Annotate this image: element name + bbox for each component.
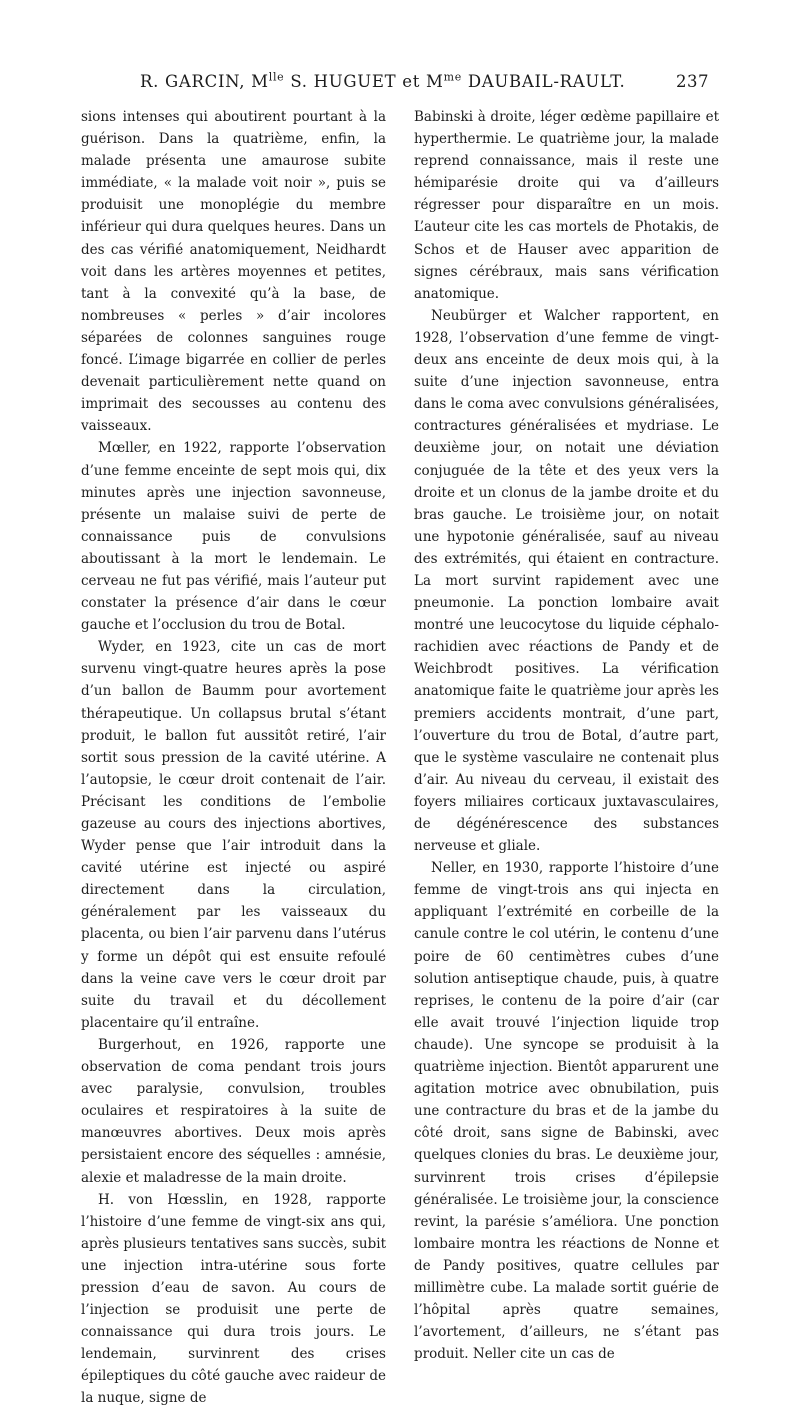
- left-paragraph-5: H. von Hœsslin, en 1928, rapporte l’histoire d’une femme de vingt-six ans qui, après plusieurs tentatives sans succès, subit une injection intra-utérine sous forte pression d’eau de savon. Au cours de l’injection se produisit une perte de connaissance qui dura trois jours. Le lendemain, survinrent des crises épileptiques du côté gauche avec raideur de la nuque, signe de: [81, 1191, 386, 1407]
- title-sup1: lle: [268, 70, 285, 84]
- right-paragraph-1: Babinski à droite, léger œdème papillaire et hyperthermie. Le quatrième jour, la malade reprend connaissance, mais il reste une hémiparésie droite qui va d’ailleurs régresser pour disparaître en un mois. L’auteur cite les cas mortels de Photakis, de Schos et de Hauser avec apparition de signes cérébraux, mais sans vérification anatomique.: [414, 109, 719, 302]
- right-paragraph-3: Neller, en 1930, rapporte l’histoire d’une femme de vingt-trois ans qui injecta en appliquant l’extrémité en corbeille de la canule contre le col utérin, le contenu d’une poire de 60 centimètres cubes d’une solution antiseptique chaude, puis, à quatre reprises, le contenu de la poire d’air (car elle avait trouvé l’injection liquide trop chaude). Une syncope se produisit à la quatrième injection. Bientôt apparurent une agitation motrice avec obnubilation, puis une contracture du bras et de la jambe du côté droit, sans signe de Babinski, avec quelques clonies du bras. Le deuxième jour, survinrent trois crises d’épilepsie généralisée. Le troisième jour, la conscience revint, la parésie s’améliora. Une ponction lombaire montra les réactions de Nonne et de Pandy positives, quatre cellules par millimètre cube. La malade sortit guérie de l’hôpital après quatre semaines, l’avortement, d’ailleurs, ne s’étant pas produit. Neller cite un cas de: [414, 860, 719, 1363]
- title-part2: S. HUGUET et M: [284, 72, 444, 91]
- title-part3: DAUBAIL-RAULT.: [461, 72, 626, 91]
- running-header: [0, 72, 800, 98]
- page-number: 237: [676, 72, 709, 91]
- left-paragraph-1: sions intenses qui aboutirent pourtant à la guérison. Dans la quatrième, enfin, la malade présenta une amaurose subite immédiate, « la malade voit noir », puis se produisit une monoplégie du membre inférieur qui dura quelques heures. Dans un des cas vérifié anatomiquement, Neidhardt voit dans les artères moyennes et petites, tant à la convexité qu’à la base, de nombreuses « perles » d’air incolores séparées de colonnes sanguines rouge foncé. L’image bigarrée en collier de perles devenait particulièrement nette quand on imprimait des secousses au contenu des vaisseaux.: [81, 109, 386, 435]
- left-paragraph-3: Wyder, en 1923, cite un cas de mort survenu vingt-quatre heures après la pose d’un ballon de Baumm pour avortement thérapeutique. Un collapsus brutal s’étant produit, le ballon fut aussitôt retiré, l’air sortit sous pression de la cavité utérine. A l’autopsie, le cœur droit contenait de l’air. Précisant les conditions de l’embolie gazeuse au cours des injections abortives, Wyder pense que l’air introduit dans la cavité utérine est injecté ou aspiré directement dans la circulation, généralement par les vaisseaux du placenta, ou bien l’air parvenu dans l’utérus y forme un dépôt qui est ensuite refoulé dans la veine cave vers le cœur droit par suite du travail et du décollement placentaire qu’il entraîne.: [81, 639, 386, 1031]
- running-title: [140, 72, 626, 91]
- right-column: [414, 106, 719, 1365]
- left-paragraph-4: Burgerhout, en 1926, rapporte une observation de coma pendant trois jours avec paralysie, convulsion, troubles oculaires et respiratoires à la suite de manœuvres abortives. Deux mois après persistaient encore des séquelles : amnésie, alexie et maladresse de la main droite.: [81, 1036, 386, 1186]
- left-paragraph-2: Mœller, en 1922, rapporte l’observation d’une femme enceinte de sept mois qui, dix minutes après une injection savonneuse, présente un malaise suivi de perte de connaissance puis de convulsions aboutissant à la mort le lendemain. Le cerveau ne fut pas vérifié, mais l’auteur put constater la présence d’air dans le cœur gauche et l’occlusion du trou de Botal.: [81, 440, 386, 634]
- left-column: [81, 106, 386, 1410]
- right-paragraph-2: Neubürger et Walcher rapportent, en 1928, l’observation d’une femme de vingt-deux ans enceinte de deux mois qui, à la suite d’une injection savonneuse, entra dans le coma avec convulsions généralisées, contractures généralisées et mydriase. Le deuxième jour, on notait une déviation conjuguée de la tête et des yeux vers la droite et un clonus de la jambe droite et du bras gauche. Le troisième jour, on notait une hypotonie généralisée, sauf au niveau des extrémités, qui étaient en contracture. La mort survint rapidement avec une pneumonie. La ponction lombaire avait montré une leucocytose du liquide céphalo-rachidien avec réactions de Pandy et de Weichbrodt positives. La vérification anatomique faite le quatrième jour après les premiers accidents montrait, d’une part, l’ouverture du trou de Botal, d’autre part, que le système vasculaire ne contenait plus d’air. Au niveau du cerveau, il existait des foyers miliaires corticaux juxtavasculaires, de dégénérescence des substances nerveuse et gliale.: [414, 307, 719, 855]
- title-part1: R. GARCIN, M: [140, 72, 269, 91]
- title-sup2: me: [443, 70, 462, 84]
